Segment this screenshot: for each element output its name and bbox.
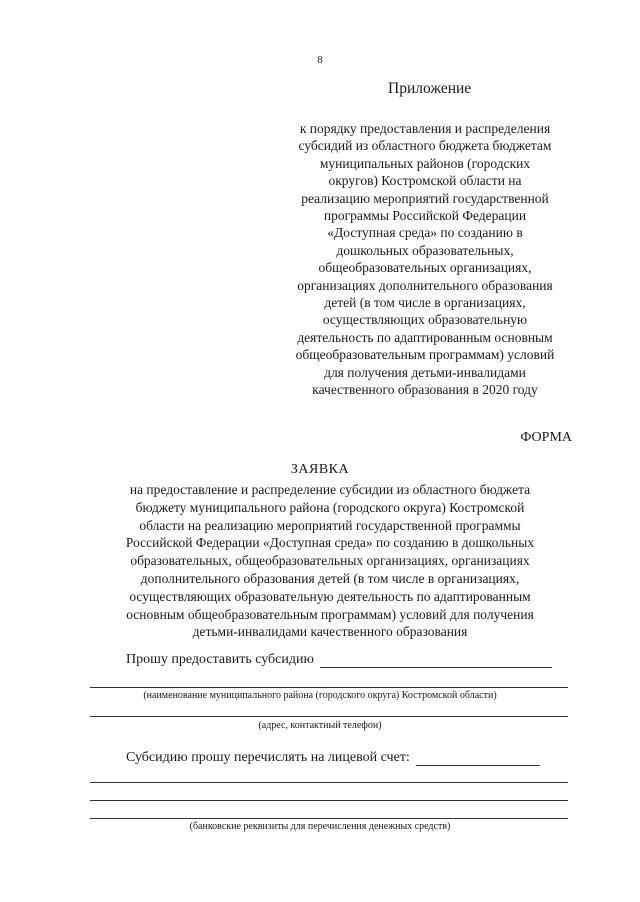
- application-line: Российской Федерации «Доступная среда» по созданию в дошкольных: [125, 535, 535, 551]
- appendix-line: деятельность по адаптированным основным: [297, 329, 553, 345]
- appendix-line: субсидий из областного бюджета бюджетам: [298, 138, 552, 154]
- appendix-line: для получения детьми-инвалидами: [324, 364, 526, 380]
- appendix-line: муниципальных районов (городских: [319, 155, 531, 171]
- appendix-line: организациях дополнительного образования: [297, 277, 553, 293]
- subsidy-amount-blank[interactable]: [320, 653, 552, 668]
- appendix-line: качественного образования в 2020 году: [312, 382, 538, 398]
- appendix-line: детей (в том числе в организациях,: [324, 295, 526, 311]
- municipality-blank-line[interactable]: [90, 687, 568, 688]
- account-row: [126, 750, 540, 766]
- appendix-line: «Доступная среда» по созданию в: [327, 225, 523, 241]
- appendix-line: общеобразовательных организациях,: [318, 260, 532, 276]
- appendix-line: общеобразовательным программам) условий: [295, 347, 555, 363]
- application-line: дополнительного образования детей (в том числе в организациях,: [140, 570, 520, 586]
- application-line: на предоставление и распределение субсидии из областного бюджета: [129, 482, 531, 497]
- appendix-line: дошкольных образовательных,: [336, 242, 514, 258]
- application-line: основным общеобразовательным программам) условий для получения: [126, 606, 534, 622]
- account-label: Субсидию прошу перечислять на лицевой счет:: [126, 750, 410, 765]
- application-line: детьми-инвалидами качественного образования: [192, 624, 468, 640]
- subsidy-request-label: Прошу предоставить субсидию: [126, 652, 314, 667]
- appendix-title: Приложение: [388, 80, 472, 97]
- bank-details-line-2[interactable]: [90, 800, 568, 801]
- application-line: области на реализацию мероприятий государственной программы: [139, 517, 521, 533]
- appendix-line: осуществляющих образовательную: [322, 312, 528, 328]
- appendix-line: к порядку предоставления и распределения: [299, 121, 551, 136]
- form-label: ФОРМА: [520, 430, 572, 445]
- address-blank-line[interactable]: [90, 716, 568, 717]
- appendix-line: округов) Костромской области на: [328, 173, 522, 189]
- page-number: 8: [317, 54, 323, 66]
- application-line: образовательных, общеобразовательных организациях, организациях: [130, 553, 530, 569]
- bank-details-line-1[interactable]: [90, 782, 568, 783]
- account-number-blank[interactable]: [416, 751, 540, 766]
- application-text: [88, 481, 572, 641]
- appendix-text: [280, 120, 570, 399]
- subsidy-request-row: [126, 652, 552, 668]
- appendix-line: программы Российской Федерации: [323, 208, 527, 224]
- appendix-line: реализацию мероприятий государственной: [301, 190, 549, 206]
- application-line: бюджету муниципального района (городского округа) Костромской: [135, 499, 525, 515]
- bank-caption: (банковские реквизиты для перечисления денежных средств): [189, 821, 451, 832]
- application-title: ЗАЯВКА: [290, 462, 350, 477]
- bank-details-line-3[interactable]: [90, 818, 568, 819]
- municipality-caption: (наименование муниципального района (городского округа) Костромской области): [143, 690, 497, 701]
- application-line: осуществляющих образовательную деятельность по адаптированным: [129, 588, 531, 604]
- address-caption: (адрес, контактный телефон): [258, 720, 382, 731]
